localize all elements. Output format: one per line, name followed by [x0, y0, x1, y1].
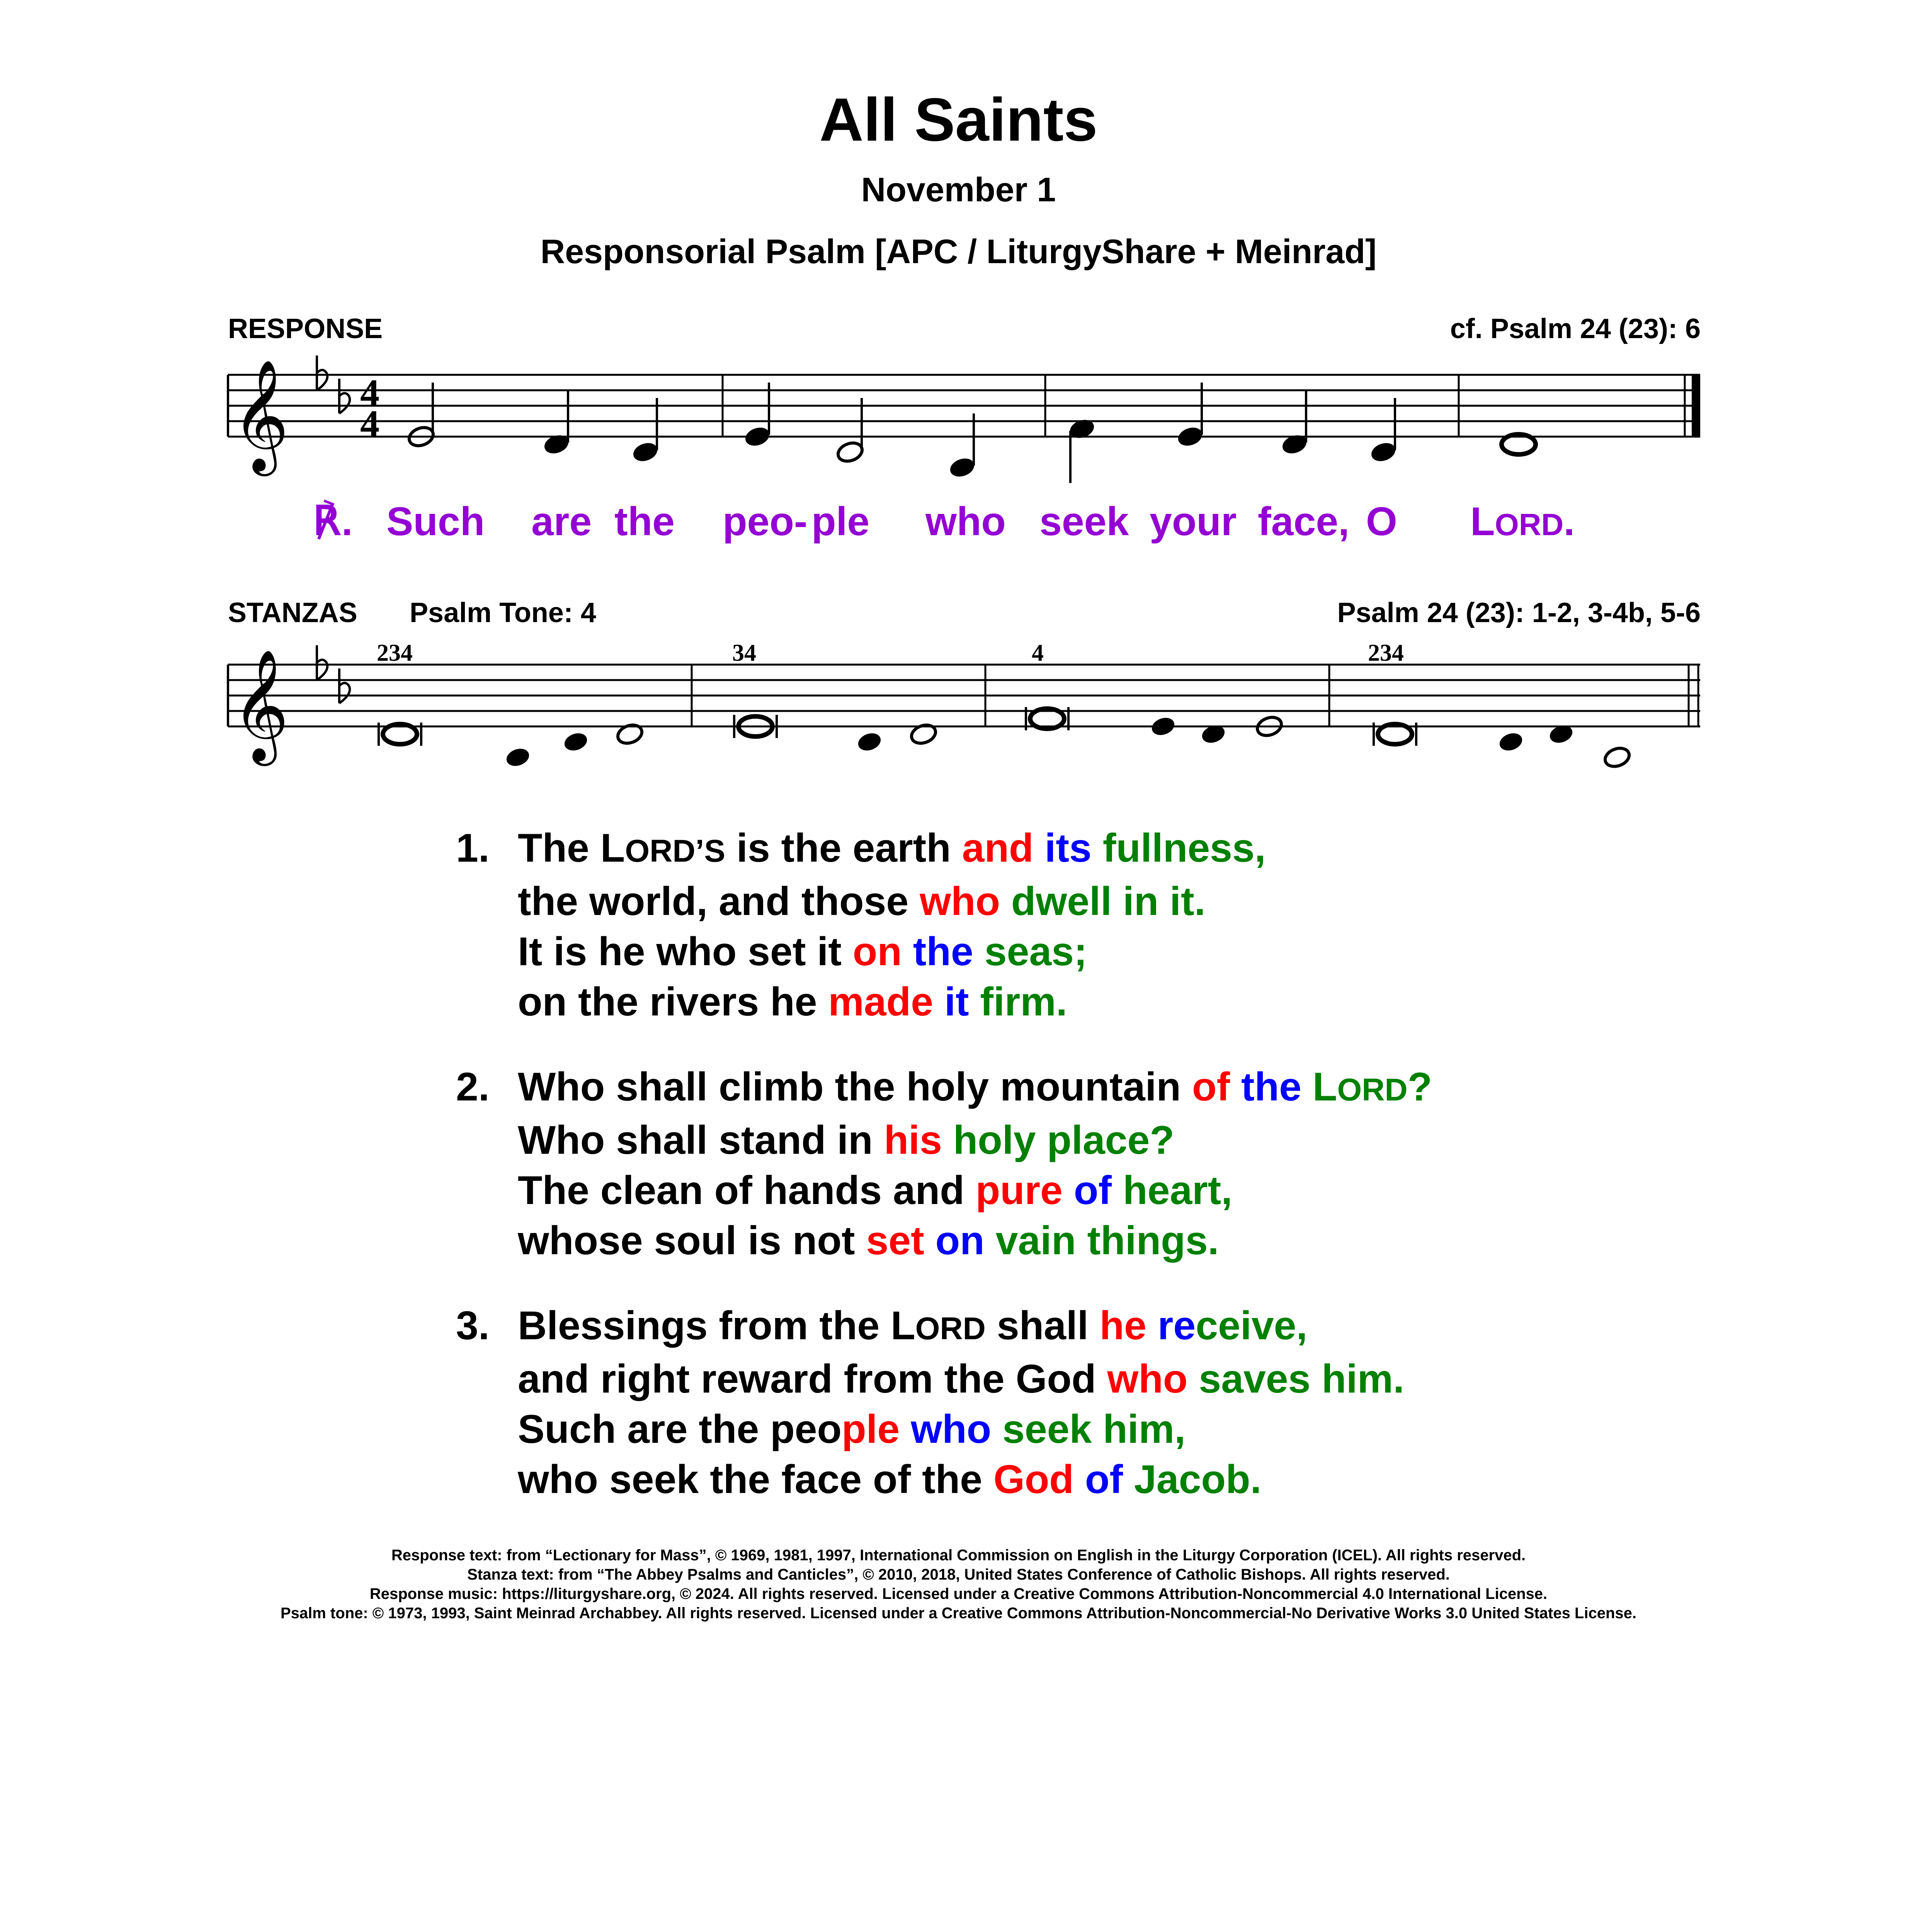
verse-segment: who seek the face of the	[518, 1457, 993, 1502]
note	[504, 746, 532, 769]
lyric-syllable: ple	[811, 499, 870, 544]
credit-line: Response music: https://liturgyshare.org, © 2024. All rights reserved. Licensed under a Creative Commons Attribution-Noncommercial 4.0 International License.	[369, 1585, 1548, 1602]
treble-clef-icon: 𝄞	[232, 648, 289, 761]
verse-line	[518, 1454, 1847, 1505]
verse-segment: holy place?	[942, 1118, 1174, 1163]
note	[1369, 398, 1398, 464]
tone-number: 4	[1032, 640, 1044, 666]
verse-segment: firm.	[969, 980, 1067, 1024]
verse-segment: ceive,	[1196, 1303, 1308, 1348]
verse-segment: Jacob.	[1123, 1457, 1262, 1502]
note	[743, 383, 772, 449]
verse-line	[518, 1404, 1847, 1454]
verse-segment: on	[935, 1218, 985, 1263]
credits	[0, 1546, 1917, 1623]
lyric-syllable: Such	[386, 499, 485, 544]
lyric-syllable: who	[925, 499, 1006, 544]
verse-segment: the	[1241, 1065, 1302, 1109]
note	[1602, 745, 1631, 769]
verse-line	[518, 876, 1847, 927]
verse-segment: of	[1192, 1065, 1230, 1109]
stanzas-label: STANZAS	[228, 597, 357, 628]
stanzas-reference: Psalm 24 (23): 1-2, 3-4b, 5-6	[1337, 597, 1701, 628]
note	[1150, 715, 1177, 738]
music-notation	[0, 0, 1917, 811]
time-signature-bottom: 4	[360, 402, 379, 445]
response-staff	[228, 375, 1700, 437]
note	[562, 730, 590, 753]
verse-segment: he	[1099, 1303, 1147, 1348]
page-subtitle: Responsorial Psalm [APC / LiturgyShare + Meinrad]	[540, 232, 1377, 270]
verse-segment	[924, 1218, 936, 1263]
verse-segment	[1034, 826, 1045, 871]
note	[407, 383, 435, 449]
verse-segment: the world, and those	[518, 879, 920, 924]
verse-line	[518, 1062, 1847, 1115]
note	[1175, 383, 1204, 449]
response-notes	[407, 383, 1536, 483]
verse-line	[518, 1354, 1847, 1404]
note	[947, 413, 976, 480]
verse-segment: Such are the peo	[518, 1407, 842, 1452]
lyric-syllable: face,	[1258, 499, 1350, 544]
time-signature-top: 4	[360, 371, 379, 414]
verse-segment: Who shall stand in	[518, 1118, 884, 1163]
verse-line	[518, 1301, 1847, 1354]
verse-segment: dwell in it.	[1000, 879, 1206, 924]
verses	[456, 823, 1847, 1539]
verse-segment	[1063, 1168, 1074, 1213]
note	[1497, 730, 1525, 753]
verse-segment	[933, 980, 944, 1024]
verse	[456, 1301, 1847, 1505]
note	[856, 730, 883, 753]
verse-segment: The clean of hands and	[518, 1168, 976, 1213]
verse-segment: Blessings from the L	[518, 1303, 915, 1348]
tone-number: 34	[732, 640, 756, 666]
verse-segment: vain things.	[984, 1218, 1219, 1263]
verse-segment: is the earth	[725, 826, 962, 871]
verse-segment	[1230, 1065, 1241, 1109]
verse-segment: of	[1085, 1457, 1123, 1502]
response-reference: cf. Psalm 24 (23): 6	[1450, 313, 1701, 344]
verse-segment: ?	[1407, 1065, 1432, 1109]
verse-segment: set	[866, 1218, 924, 1263]
verse-segment: God	[993, 1457, 1074, 1502]
verse-segment	[1146, 1303, 1158, 1348]
verse-segment: on	[852, 929, 902, 974]
tone-number: 234	[1368, 640, 1404, 666]
verse-segment: who	[1107, 1357, 1188, 1401]
note	[1280, 390, 1309, 457]
verse-segment: made	[828, 980, 934, 1024]
verse-segment: The	[518, 826, 600, 871]
verse-segment: ’S	[695, 833, 726, 869]
verse-segment: Who shall climb the holy mountain	[518, 1065, 1192, 1109]
verse-number: 1.	[456, 826, 490, 871]
verse-segment: It is he who set it	[518, 929, 853, 974]
verse-line	[518, 927, 1847, 977]
credit-line: Psalm tone: © 1973, 1993, Saint Meinrad Archabbey. All rights reserved. Licensed under a Creative Commons Attribution-Noncommercial-No Derivative Works 3.0 United States License.	[280, 1605, 1637, 1622]
psalm-tone-staff	[228, 665, 1700, 726]
verse	[456, 823, 1847, 1027]
credit-line: Stanza text: from “The Abbey Psalms and Canticles”, © 2010, 2018, United States Conference of Catholic Bishops. All rights reserved.	[467, 1566, 1450, 1583]
verse-segment: his	[884, 1118, 942, 1163]
verse-line	[518, 823, 1847, 876]
verse-segment: heart,	[1112, 1168, 1233, 1213]
note	[835, 398, 864, 464]
verse-segment: fullness,	[1091, 826, 1266, 871]
verse-line	[518, 1216, 1847, 1266]
verse-segment: its	[1044, 826, 1092, 871]
feast-date: November 1	[861, 170, 1056, 209]
response-lyrics	[313, 499, 1575, 544]
verse-segment: re	[1157, 1303, 1196, 1348]
verse-segment: ORD	[1337, 1072, 1408, 1107]
verse-segment: of	[1073, 1168, 1112, 1213]
note	[542, 390, 571, 457]
verse-line	[518, 1115, 1847, 1165]
verse-segment: seek him,	[991, 1407, 1186, 1452]
lyric-syllable: your	[1150, 499, 1237, 544]
verse-segment	[1074, 1457, 1085, 1502]
verse-segment: ORD	[625, 833, 696, 869]
verse-segment: pure	[975, 1168, 1063, 1213]
psalm-tone-label: Psalm Tone: 4	[410, 597, 596, 628]
verse-segment: saves him.	[1187, 1357, 1405, 1401]
lyric-syllable: O	[1366, 499, 1397, 544]
verse-number: 2.	[456, 1065, 490, 1109]
psalm-tone-notes	[379, 707, 1632, 770]
note	[1067, 417, 1096, 483]
page-title: All Saints	[819, 86, 1098, 154]
tone-number: 234	[377, 640, 413, 666]
verse-segment: who	[911, 1407, 992, 1452]
verse-segment: the	[913, 929, 973, 974]
verse-segment: ple	[842, 1407, 900, 1452]
treble-clef-icon: 𝄞	[232, 359, 289, 471]
verse-line	[518, 1165, 1847, 1216]
verse-segment: seas;	[973, 929, 1087, 974]
verse-segment: shall	[985, 1303, 1100, 1348]
verse-line	[518, 977, 1847, 1027]
lyric-syllable: the	[614, 499, 675, 544]
verse-segment: and	[962, 826, 1034, 871]
verse-segment: it	[944, 980, 969, 1024]
verse-segment: on the rivers he	[518, 980, 828, 1024]
verse-number: 3.	[456, 1303, 490, 1348]
verse-segment: who	[920, 879, 1000, 924]
credit-line: Response text: from “Lectionary for Mass”, © 1969, 1981, 1997, International Commission on English in the Liturgy Corporation (ICEL). All rights reserved.	[391, 1547, 1526, 1564]
note	[631, 398, 660, 464]
response-label: RESPONSE	[228, 313, 383, 344]
response-mark: ℟.	[313, 499, 353, 544]
verse-segment: L	[1301, 1065, 1337, 1109]
lyric-syllable: peo-	[723, 499, 808, 544]
verse-segment: L	[600, 826, 625, 871]
verse-segment: ORD	[915, 1311, 986, 1346]
verse-segment	[902, 929, 913, 974]
lyric-syllable: are	[531, 499, 592, 544]
verse-segment: whose soul is not	[518, 1218, 866, 1263]
lyric-syllable: seek	[1039, 499, 1129, 544]
verse-segment	[900, 1407, 911, 1452]
verse	[456, 1062, 1847, 1266]
lyric-lord: LORD.	[1470, 499, 1575, 544]
verse-segment: and right reward from the God	[518, 1357, 1107, 1401]
